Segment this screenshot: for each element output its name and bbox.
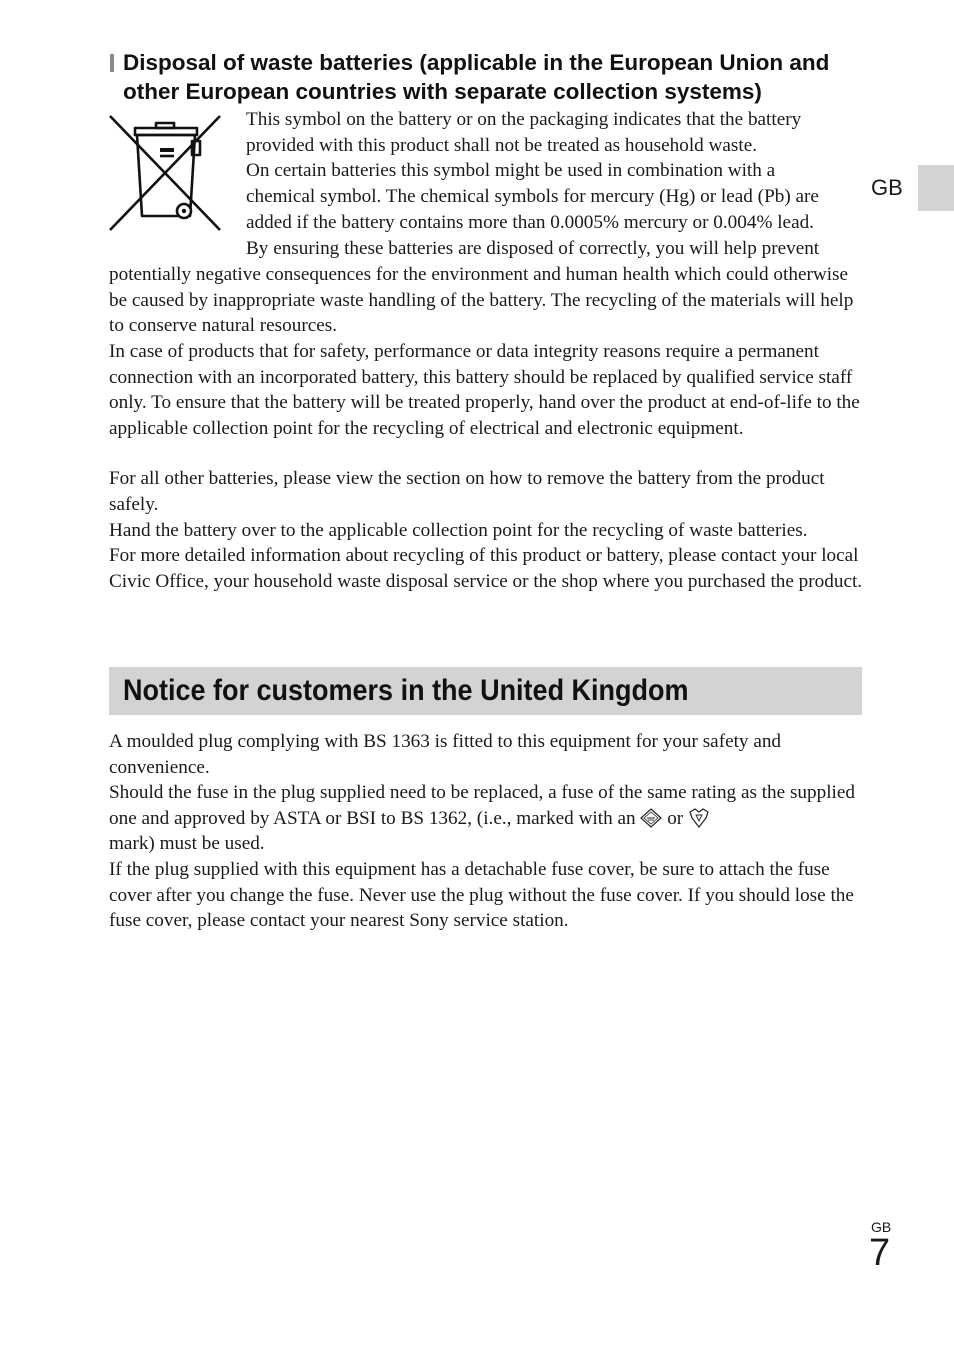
battery-para-2: In case of products that for safety, performance or data integrity reasons require a permanent connection with an incorporated battery, this battery should be replaced by qualified service staff only. To ensure that the battery will be treated properly, hand over the product at end-of-life to the applicable collection point for the recycling of electrical and electronic equipment. xyxy=(109,341,860,440)
uk-notice-para-3: If the plug supplied with this equipment has a detachable fuse cover, be sure to attach the fuse cover after you change the fuse. Never use the plug without the fuse cover. If you should lose the fuse cover, please contact your nearest Sony service station. xyxy=(109,859,854,932)
battery-disposal-heading: Disposal of waste batteries (applicable in the European Union and other European countries with separate collection systems) xyxy=(110,48,870,106)
battery-para-4: Hand the battery over to the applicable collection point for the recycling of waste batteries. xyxy=(109,520,808,541)
page-number: 7 xyxy=(869,1232,891,1274)
language-tab-label: GB xyxy=(871,175,903,200)
text-line: provided with this product shall not be treated as household waste. xyxy=(246,134,758,156)
para-2-text-b: mark) must be used. xyxy=(109,833,265,855)
bsi-kitemark-icon xyxy=(688,808,710,828)
battery-para-1-continuation: potentially negative consequences for the environment and human health which could otherwise be caused by inappropriate waste handling of the battery. The recycling of the materials will help to conserve natural resources. xyxy=(109,264,854,337)
footer-section-code: GB xyxy=(871,1219,892,1235)
asta-mark-icon xyxy=(640,808,662,828)
text-line: By ensuring these batteries are disposed of correctly, you will help prevent xyxy=(246,237,820,259)
battery-intro-wrapped-text xyxy=(246,107,864,261)
heading-marker-bar xyxy=(110,54,114,72)
para-2-text-a: Should the fuse in the plug supplied need to be replaced, a fuse of the same rating as the supplied one and approved by ASTA or BSI to BS 1362, (i.e., marked with an xyxy=(109,782,855,829)
text-line: chemical symbol. The chemical symbols for mercury (Hg) or lead (Pb) are xyxy=(246,186,819,208)
crossed-out-wheeled-bin-icon xyxy=(108,114,222,232)
language-side-tab xyxy=(918,165,954,211)
para-2-or: or xyxy=(667,807,684,829)
uk-notice-title: Notice for customers in the United Kingdom xyxy=(123,674,689,707)
uk-notice-para-1: A moulded plug complying with BS 1363 is fitted to this equipment for your safety and convenience. xyxy=(109,731,782,778)
text-line: This symbol on the battery or on the packaging indicates that the battery xyxy=(246,109,802,130)
uk-notice-title-band xyxy=(109,667,862,715)
text-line: On certain batteries this symbol might be used in combination with a xyxy=(246,160,776,182)
uk-notice-para-2 xyxy=(109,780,865,857)
text-line: added if the battery contains more than 0.0005% mercury or 0.004% lead. xyxy=(246,211,814,233)
battery-para-5: For more detailed information about recycling of this product or battery, please contact your local Civic Office, your household waste disposal service or the shop where you purchased the product. xyxy=(109,545,863,592)
battery-para-3: For all other batteries, please view the section on how to remove the battery from the product safely. xyxy=(109,468,825,515)
